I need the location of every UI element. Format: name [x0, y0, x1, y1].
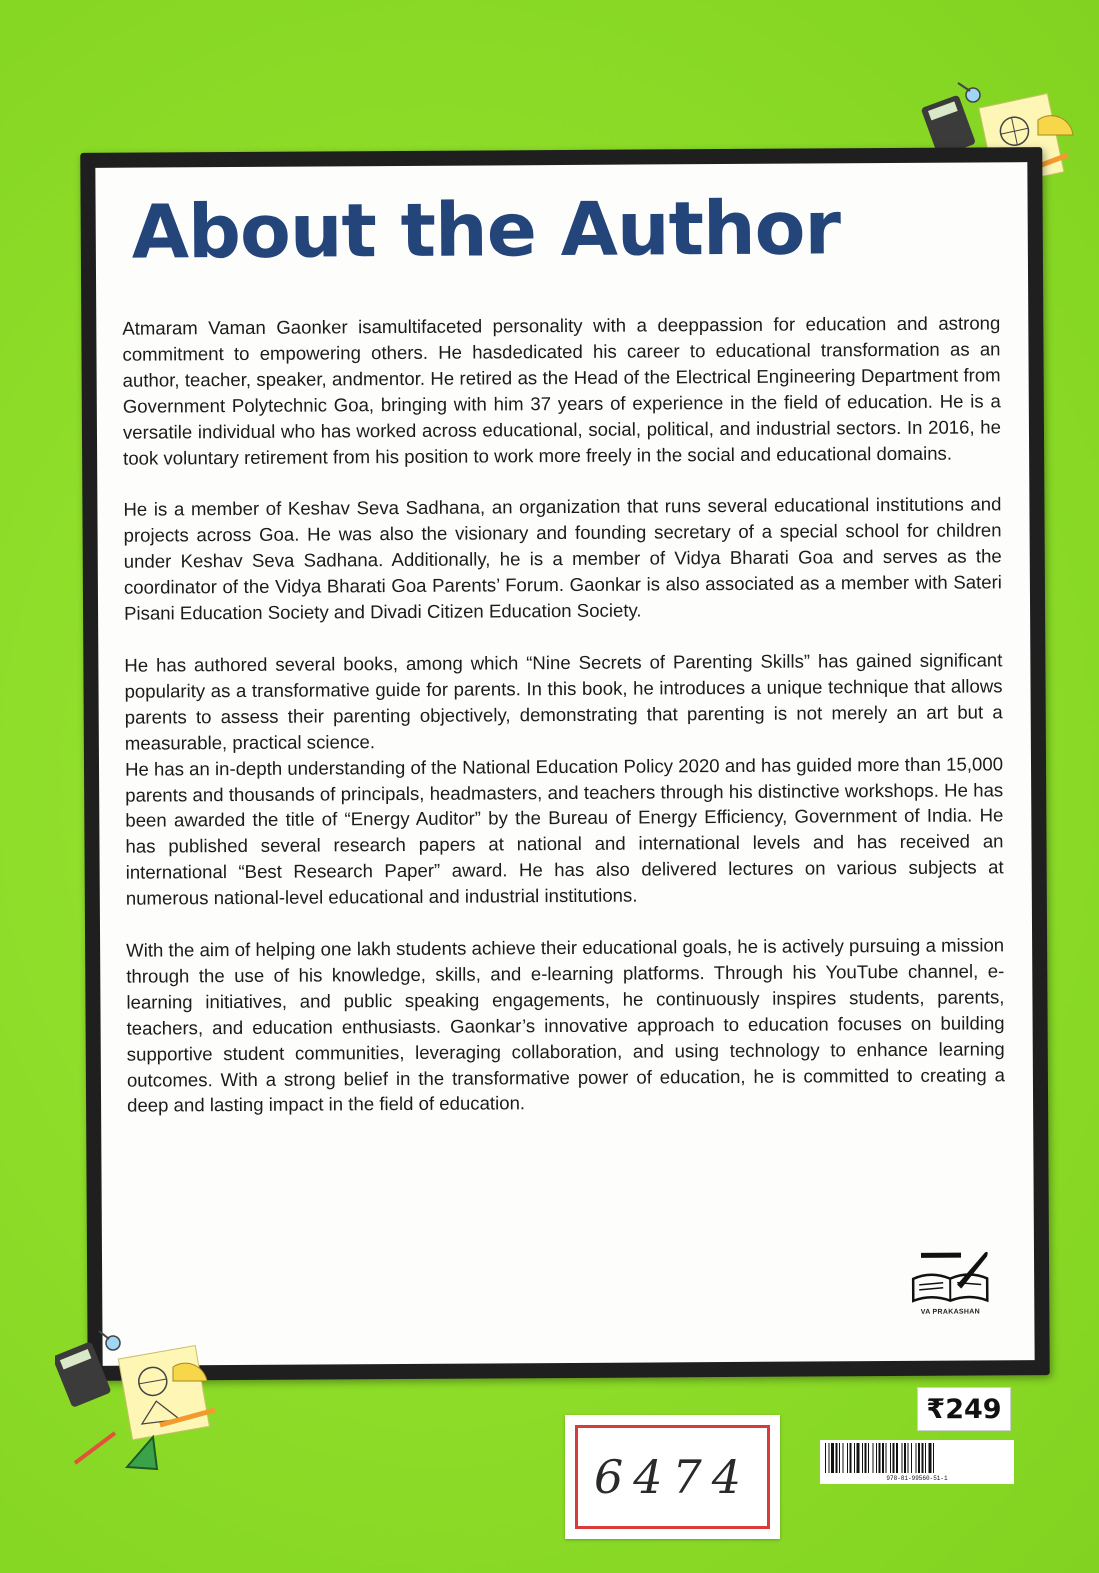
publisher-name: VA PRAKASHAN [920, 1308, 980, 1316]
protractor-icon [1038, 116, 1073, 135]
price-tag: ₹249 [917, 1387, 1011, 1431]
author-panel [95, 162, 1034, 1366]
stationery-decoration-bottom [55, 1325, 230, 1475]
publisher-logo [904, 1248, 996, 1321]
bio-paragraph: He has an in-depth understanding of the National Education Policy 2020 and has guided more than 15,000 parents and thousands of principals, headmasters, and teachers through his distinctive workshops. He has been awarded the title of “Energy Auditor” by the Bureau of Energy Efficiency, Government of India. He has published several research papers at national and international levels and has received an international “Best Research Paper” award. He has also delivered lectures on various subjects at numerous national-level educational and industrial institutions. [124, 752, 1004, 909]
pencil-icon [75, 1433, 115, 1463]
bio-paragraph: He has authored several books, among which “Nine Secrets of Parenting Skills” has gained significant popularity as a transformative guide for parents. In this book, he introduces a unique technique that allows parents to assess their parenting objectively, demonstrating that parenting is not merely an art but a measurable, practical science. [124, 649, 1003, 754]
library-stock-label [565, 1415, 780, 1539]
book-quill-logo [907, 1248, 993, 1307]
page-title: About the Author [131, 185, 841, 276]
stock-number: 6474 [593, 1450, 752, 1504]
protractor-icon [173, 1363, 207, 1381]
set-square-icon [127, 1437, 157, 1469]
bio-paragraph: He is a member of Keshav Seva Sadhana, an organization that runs several educational institutions and projects across Goa. He was also the visionary and founding secretary of a special school for children under Keshav Seva Sadhana. Additionally, he is a member of Vidya Bharati Goa and serves as the coordinator of the Vidya Bharati Goa Parents’ Forum. Gaonkar is also associated as a member with Sateri Pisani Education Society and Divadi Citizen Education Society. [123, 493, 1002, 624]
author-biography [122, 310, 1005, 1119]
isbn-number: 978-81-99560-51-1 [886, 1475, 948, 1482]
isbn-barcode [820, 1440, 1014, 1484]
bio-paragraph: Atmaram Vaman Gaonker isamultifaceted personality with a deeppassion for education and astrong commitment to empowering others. He hasdedicated his career to educational transformation as an author, teacher, speaker, andmentor. He retired as the Head of the Electrical Engineering Department from Government Polytechnic Goa, bringing with him 37 years of experience in the field of education. He is a versatile individual who has worked across educational, social, political, and industrial sectors. In 2016, he took voluntary retirement from his position to work more freely in the social and educational domains. [122, 312, 1002, 469]
barcode [823, 1443, 1011, 1473]
author-frame [80, 147, 1049, 1381]
bio-paragraph: With the aim of helping one lakh students achieve their educational goals, he is actively pursuing a mission through the use of his knowledge, skills, and e-learning platforms. Through his YouTube channel, e-learning initiatives, and public speaking engagements, he continuously inspires students, parents, teachers, and education enthusiasts. Gaonkar’s innovative approach to education focuses on building supportive student communities, leveraging collaboration, and using technology to enhance learning outcomes. With a strong belief in the transformative power of education, he is committed to creating a deep and lasting impact in the field of education. [126, 934, 1005, 1117]
calculator-icon [55, 1341, 112, 1408]
